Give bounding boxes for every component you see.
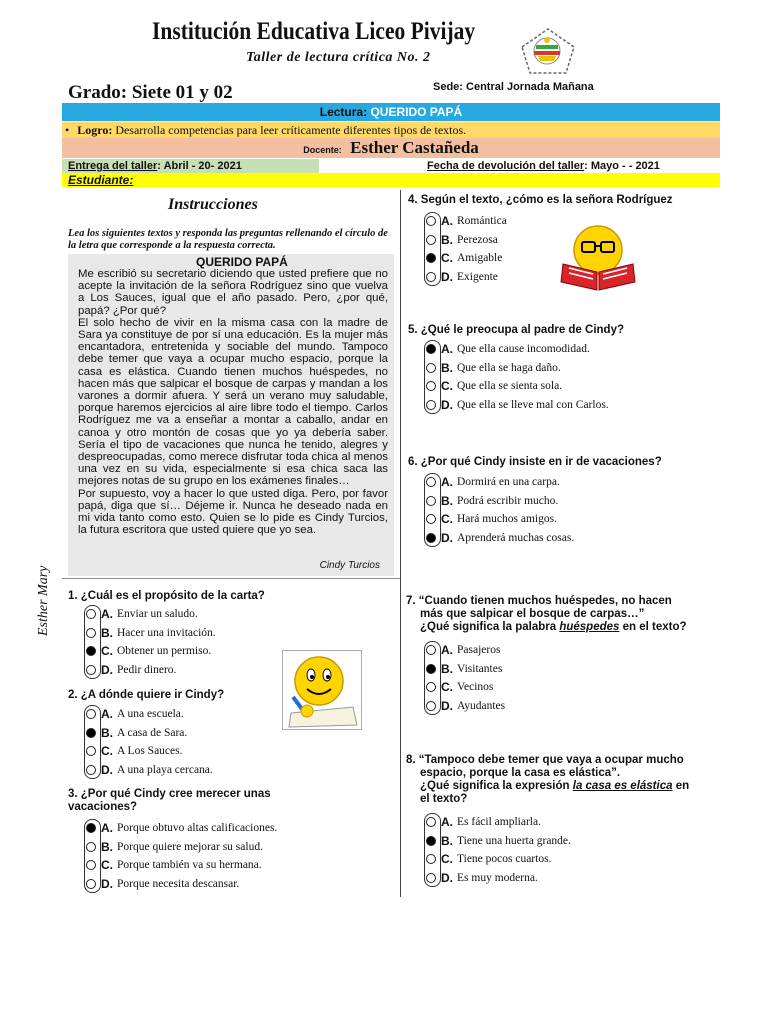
reading-body [78, 268, 388, 536]
answer-option[interactable] [86, 624, 216, 643]
option-text: A una escuela. [117, 708, 184, 721]
option-text: Porque obtuvo altas calificaciones. [117, 822, 278, 835]
student-label: Estudiante: [68, 173, 134, 187]
option-letter: D. [101, 876, 113, 891]
question-8 [406, 754, 736, 806]
empty-bubble-icon[interactable] [86, 628, 96, 638]
reading-emoji-icon [555, 222, 641, 292]
question-2: 2. ¿A dónde quiere ir Cindy? [68, 689, 225, 701]
answer-option[interactable] [426, 678, 493, 697]
answer-option[interactable] [426, 832, 571, 851]
option-text: Porque necesita descansar. [117, 877, 240, 890]
reading-paragraph: El solo hecho de vivir en la misma casa con la madre de Sara ya constituye de por sí una educación. Es la mujer más encantadora, entretenida y sociable del mundo. Tampoco debe temer que vaya a ocupar mucho espacio, porque la casa es elástica. Cuando tienen muchos huéspedes, no hacen más que salpicar el bosque de carpas y mandan a los varones a dormir afuera. Y será un verano muy saludable, porque haremos ejercicios al aire libre todo el tiempo. Carlos Rodríguez me va a enseñar a montar a caballo, andar en canoa y otro montón de cosas que yo ya debería saber. Sería el tipo de vacaciones que nunca he tenido, alegres y despreocupadas, como merece disfrutar toda chica al menos una vez en su vida, especialmente si esa chica saca las mejores notas de su grupo en los exámenes finales… [78, 316, 388, 488]
option-letter: D. [101, 662, 113, 677]
option-letter: C. [101, 644, 113, 659]
option-text: A una playa cercana. [117, 763, 213, 776]
answer-option[interactable] [426, 697, 505, 716]
option-text: Hacer una invitación. [117, 626, 216, 639]
empty-bubble-icon[interactable] [426, 817, 436, 827]
option-text: Dormirá en una carpa. [457, 476, 560, 489]
filled-bubble-icon[interactable] [426, 344, 436, 354]
option-letter: B. [441, 232, 453, 247]
option-letter: D. [441, 698, 453, 713]
reading-title: QUERIDO PAPÁ [196, 255, 288, 269]
option-text: Es muy moderna. [457, 871, 538, 884]
option-text: A Los Sauces. [117, 745, 183, 758]
empty-bubble-icon[interactable] [426, 363, 436, 373]
empty-bubble-icon[interactable] [86, 746, 96, 756]
option-letter: B. [441, 493, 453, 508]
question-4: 4. Según el texto, ¿cómo es la señora Rodríguez [408, 194, 673, 206]
option-text: Pasajeros [457, 644, 501, 657]
option-letter: B. [441, 833, 453, 848]
option-letter: D. [441, 870, 453, 885]
option-letter: B. [101, 625, 113, 640]
answer-option[interactable] [426, 529, 574, 548]
option-letter: B. [101, 839, 113, 854]
filled-bubble-icon[interactable] [426, 253, 436, 263]
writing-emoji-icon [282, 650, 362, 730]
empty-bubble-icon[interactable] [86, 842, 96, 852]
question-3: 3. ¿Por qué Cindy cree merecer unas vacaciones? [68, 788, 271, 813]
empty-bubble-icon[interactable] [426, 496, 436, 506]
answer-option[interactable] [426, 231, 498, 250]
return-date [319, 159, 720, 173]
answer-option[interactable] [426, 359, 561, 378]
answer-option[interactable] [426, 249, 502, 268]
option-text: Romántica [457, 215, 507, 228]
instructions-text: Lea los siguientes textos y responda las preguntas rellenando el círculo de la letra que corresponde a la respuesta correcta. [68, 228, 388, 251]
option-letter: A. [441, 815, 453, 830]
option-text: Pedir dinero. [117, 663, 177, 676]
option-text: Que ella se sienta sola. [457, 380, 563, 393]
option-text: Visitantes [457, 662, 503, 675]
delivery-value: : Abril - 20- 2021 [157, 160, 242, 172]
option-text: Exigente [457, 270, 498, 283]
option-letter: C. [441, 251, 453, 266]
empty-bubble-icon[interactable] [86, 879, 96, 889]
question-7-line2: más que salpicar el bosque de carpas…” [420, 608, 645, 620]
question-8-line4: el texto? [420, 793, 468, 805]
student-field[interactable] [62, 173, 720, 187]
answer-option[interactable] [426, 473, 560, 492]
option-letter: C. [101, 858, 113, 873]
teacher-bar [62, 138, 720, 158]
question-8-line1: 8. “Tampoco debe temer que vaya a ocupar mucho [406, 754, 684, 766]
teacher-name: Esther Castañeda [350, 138, 479, 157]
option-text: Porque quiere mejorar su salud. [117, 840, 263, 853]
question-8-line2: espacio, porque la casa es elástica”. [420, 767, 621, 779]
answer-option[interactable] [426, 212, 507, 231]
answer-option[interactable] [86, 605, 198, 624]
grade-label: Grado: Siete 01 y 02 [68, 82, 233, 103]
option-letter: A. [441, 342, 453, 357]
delivery-label: Entrega del taller [68, 160, 158, 172]
option-letter: A. [101, 607, 113, 622]
question-6: 6. ¿Por qué Cindy insiste en ir de vacaciones? [408, 456, 662, 468]
option-letter: D. [441, 397, 453, 412]
answer-option[interactable] [426, 850, 551, 869]
empty-bubble-icon[interactable] [86, 860, 96, 870]
empty-bubble-icon[interactable] [426, 682, 436, 692]
option-letter: A. [441, 643, 453, 658]
answer-option[interactable] [426, 396, 609, 415]
option-text: Porque también va su hermana. [117, 859, 262, 872]
question-7-line3: ¿Qué significa la palabra huéspedes en el texto? [420, 621, 687, 633]
question-5: 5. ¿Qué le preocupa al padre de Cindy? [408, 324, 624, 336]
empty-bubble-icon[interactable] [426, 272, 436, 282]
goal-bar [62, 122, 720, 138]
answer-option[interactable] [426, 869, 538, 888]
option-text: Vecinos [457, 681, 494, 694]
answer-option[interactable] [86, 856, 262, 875]
option-text: Perezosa [457, 233, 498, 246]
answer-option[interactable] [426, 641, 500, 660]
empty-bubble-icon[interactable] [86, 709, 96, 719]
filled-bubble-icon[interactable] [86, 823, 96, 833]
option-text: A casa de Sara. [117, 726, 188, 739]
option-text: Que ella se haga daño. [457, 361, 561, 374]
empty-bubble-icon[interactable] [426, 235, 436, 245]
answer-option[interactable] [86, 761, 213, 780]
option-letter: C. [441, 379, 453, 394]
teacher-label: Docente: [303, 145, 342, 155]
option-text: Hará muchos amigos. [457, 513, 557, 526]
reading-paragraph: Me escribió su secretario diciendo que usted prefiere que no acepte la invitación de la señora Rodríguez sino que vuelva a Los Sauces, igual que el año pasado. Pero, ¿por qué, papá? ¿Por qué? [78, 268, 388, 317]
answer-option[interactable] [86, 705, 184, 724]
option-letter: B. [101, 725, 113, 740]
filled-bubble-icon[interactable] [426, 533, 436, 543]
column-divider [400, 190, 401, 897]
empty-bubble-icon[interactable] [426, 381, 436, 391]
option-text: Podrá escribir mucho. [457, 494, 559, 507]
worksheet-subtitle: Taller de lectura crítica No. 2 [246, 50, 431, 65]
answer-option[interactable] [426, 813, 541, 832]
empty-bubble-icon[interactable] [426, 514, 436, 524]
question-7-line1: 7. “Cuando tienen muchos huéspedes, no hacen [406, 595, 672, 607]
answer-option[interactable] [426, 492, 558, 511]
option-letter: D. [101, 762, 113, 777]
filled-bubble-icon[interactable] [86, 646, 96, 656]
reading-signature: Cindy Turcios [319, 560, 380, 571]
option-letter: B. [441, 360, 453, 375]
school-title: Institución Educativa Liceo Pivijay [152, 18, 476, 45]
empty-bubble-icon[interactable] [86, 665, 96, 675]
answer-option[interactable] [86, 724, 187, 743]
option-text: Enviar un saludo. [117, 608, 198, 621]
empty-bubble-icon[interactable] [426, 854, 436, 864]
empty-bubble-icon[interactable] [86, 609, 96, 619]
option-text: Que ella cause incomodidad. [457, 343, 590, 356]
answer-option[interactable] [86, 819, 277, 838]
option-text: Es fácil ampliarla. [457, 816, 541, 829]
section-divider [62, 578, 400, 579]
filled-bubble-icon[interactable] [86, 728, 96, 738]
question-8-line3: ¿Qué significa la expresión la casa es elástica en [420, 780, 690, 792]
goal-label: Logro: [77, 123, 113, 137]
option-text: Que ella se lleve mal con Carlos. [457, 398, 609, 411]
option-text: Ayudantes [457, 699, 506, 712]
empty-bubble-icon[interactable] [426, 400, 436, 410]
empty-bubble-icon[interactable] [86, 765, 96, 775]
option-letter: C. [441, 512, 453, 527]
answer-option[interactable] [426, 340, 590, 359]
answer-option[interactable] [86, 742, 182, 761]
answer-option[interactable] [426, 660, 502, 679]
return-label: Fecha de devolución del taller [427, 160, 585, 172]
option-letter: C. [441, 852, 453, 867]
reading-box [68, 254, 394, 576]
bullet-icon: • [65, 123, 70, 137]
empty-bubble-icon[interactable] [426, 873, 436, 883]
option-text: Obtener un permiso. [117, 645, 212, 658]
reading-label: Lectura: [319, 105, 368, 119]
answer-option[interactable] [86, 875, 239, 894]
option-letter: A. [441, 214, 453, 229]
reading-paragraph: Por supuesto, voy a hacer lo que usted diga. Pero, por favor papá, diga que sí… Déjeme ir. Nunca he deseado nada en mi vida tanto como esto. Quien se lo pide es Cindy Turcios, la futura escritora que usted quiere que yo sea. [78, 487, 388, 537]
school-logo [516, 25, 580, 77]
question-1: 1. ¿Cuál es el propósito de la carta? [68, 590, 265, 602]
option-letter: C. [101, 744, 113, 759]
delivery-date [62, 159, 319, 173]
answer-option[interactable] [426, 377, 562, 396]
option-text: Amigable [457, 252, 503, 265]
answer-option[interactable] [426, 510, 557, 529]
answer-option[interactable] [86, 642, 211, 661]
option-letter: B. [441, 661, 453, 676]
answer-option[interactable] [86, 838, 263, 857]
option-text: Tiene pocos cuartos. [457, 853, 552, 866]
reading-name: QUERIDO PAPÁ [370, 105, 463, 119]
filled-bubble-icon[interactable] [426, 836, 436, 846]
option-letter: A. [101, 821, 113, 836]
option-letter: A. [441, 475, 453, 490]
side-handwriting: Esther Mary [36, 565, 51, 636]
empty-bubble-icon[interactable] [426, 216, 436, 226]
filled-bubble-icon[interactable] [426, 664, 436, 674]
return-value: : Mayo - - 2021 [584, 160, 660, 172]
question-7 [406, 595, 736, 634]
empty-bubble-icon[interactable] [426, 701, 436, 711]
empty-bubble-icon[interactable] [426, 477, 436, 487]
reading-bar [62, 103, 720, 121]
option-text: Tiene una huerta grande. [457, 834, 571, 847]
option-text: Aprenderá muchas cosas. [457, 531, 575, 544]
goal-text: Desarrolla competencias para leer críticamente diferentes tipos de textos. [115, 123, 467, 137]
instructions-title: Instrucciones [168, 196, 258, 213]
option-letter: D. [441, 530, 453, 545]
option-letter: A. [101, 707, 113, 722]
campus-label: Sede: Central Jornada Mañana [433, 81, 594, 93]
option-letter: D. [441, 269, 453, 284]
answer-option[interactable] [426, 268, 498, 287]
option-letter: C. [441, 680, 453, 695]
answer-option[interactable] [86, 661, 176, 680]
empty-bubble-icon[interactable] [426, 645, 436, 655]
